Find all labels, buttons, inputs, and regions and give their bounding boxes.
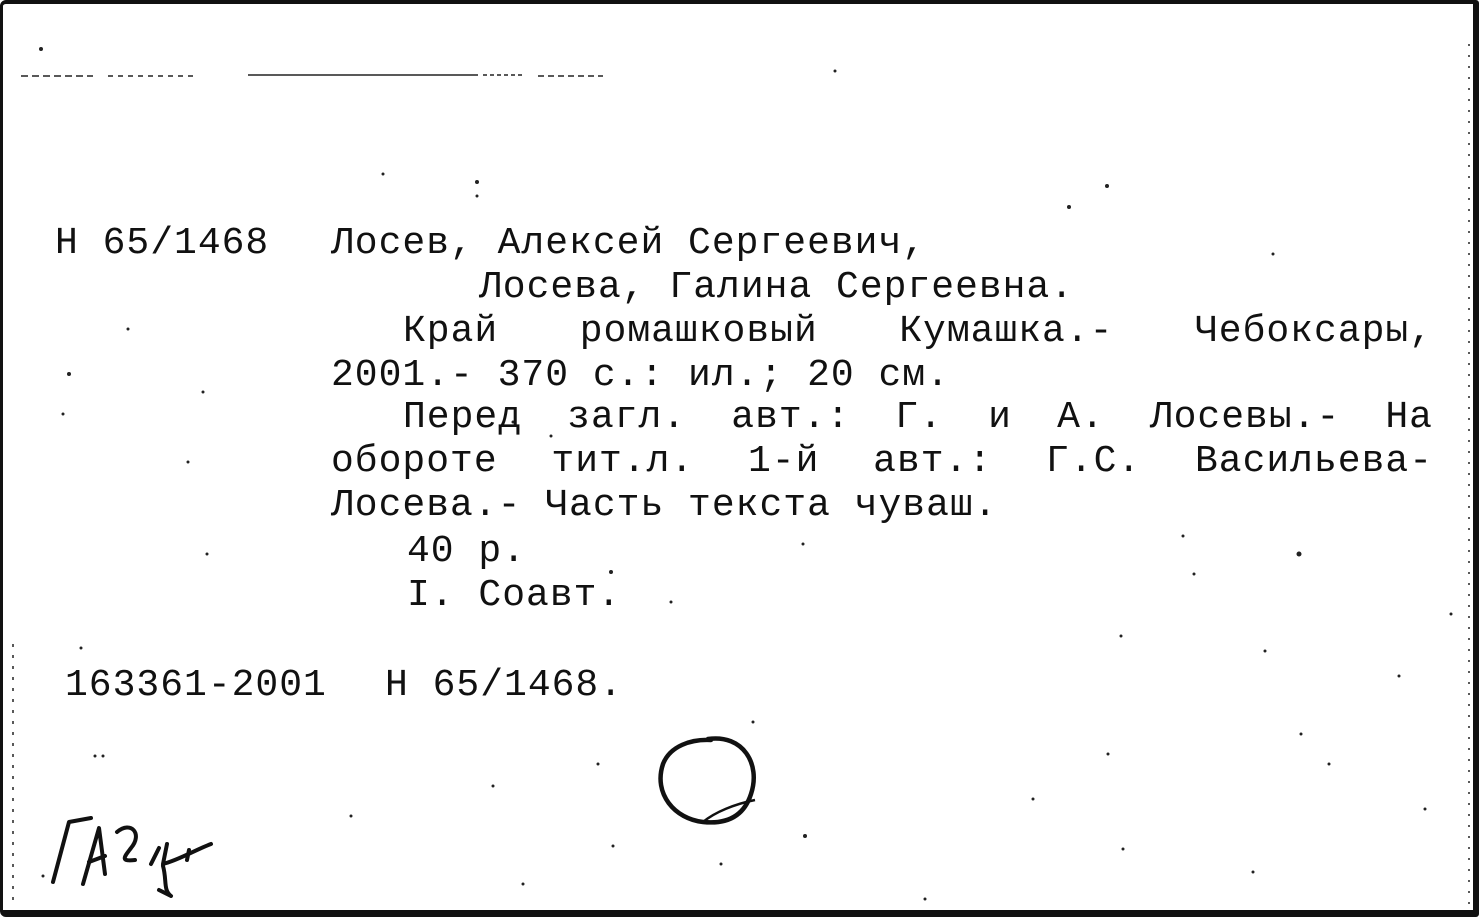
- note-line-1: Перед загл. авт.: Г. и А. Лосевы.- На: [403, 396, 1433, 439]
- author-heading: Лосев, Алексей Сергеевич,: [331, 222, 927, 265]
- note-line-3: Лосева.- Часть текста чуваш.: [331, 484, 998, 527]
- handwritten-mark: [39, 804, 239, 904]
- shelf-mark: Н 65/1468.: [385, 664, 624, 707]
- title-statement: Край ромашковый Кумашка.- Чебоксары,: [403, 310, 1433, 353]
- imprint-statement: 2001.- 370 с.: ил.; 20 см.: [331, 354, 950, 397]
- coauthor-heading: Лосева, Галина Сергеевна.: [479, 266, 1075, 309]
- inventory-number: 163361-2001: [65, 664, 327, 707]
- price: 40 р.: [407, 530, 527, 573]
- call-number: Н 65/1468: [55, 222, 270, 265]
- note-line-2: обороте тит.л. 1-й авт.: Г.С. Васильева-: [331, 440, 1433, 483]
- tracing: I. Соавт.: [407, 574, 622, 617]
